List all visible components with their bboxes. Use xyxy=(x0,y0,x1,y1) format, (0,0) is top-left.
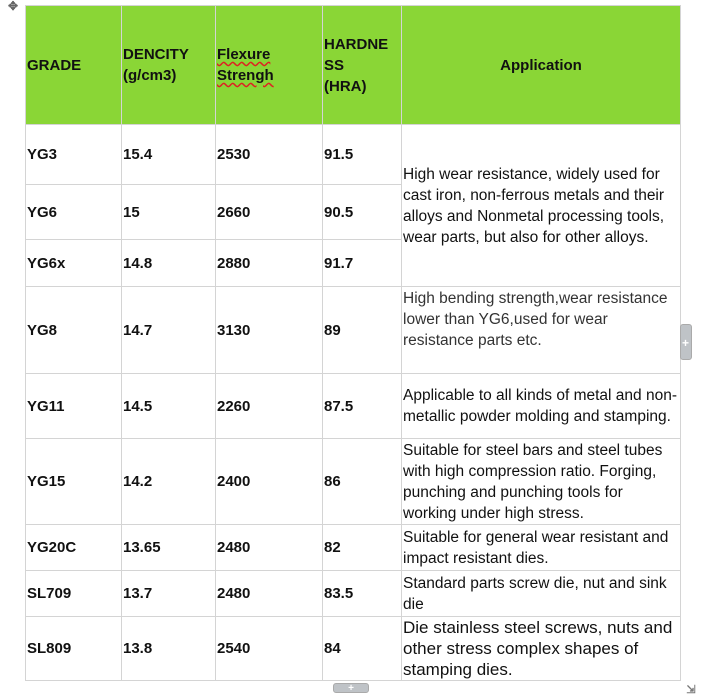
cell-flexure: 2400 xyxy=(216,439,323,525)
cell-application: High bending strength,wear resistance lower than YG6,used for wear resistance parts etc. xyxy=(402,287,681,374)
cell-application: Suitable for general wear resistant and impact resistant dies. xyxy=(402,525,681,571)
table-row xyxy=(26,287,681,374)
cell-density: 15.4 xyxy=(122,125,216,185)
header-density: DENCITY (g/cm3) xyxy=(122,6,216,125)
header-hardness-line3: (HRA) xyxy=(324,77,367,95)
cell-flexure: 2480 xyxy=(216,525,323,571)
cell-hardness: 91.7 xyxy=(323,240,402,287)
cell-hardness: 87.5 xyxy=(323,374,402,439)
cell-application: Die stainless steel screws, nuts and other stress complex shapes of stamping dies. xyxy=(402,617,681,681)
table-row xyxy=(26,525,681,571)
cell-hardness: 84 xyxy=(323,617,402,681)
add-row-button[interactable] xyxy=(333,683,369,693)
add-column-button[interactable] xyxy=(680,324,692,360)
cell-flexure: 2540 xyxy=(216,617,323,681)
header-grade: GRADE xyxy=(26,6,122,125)
header-flexure-line1: Flexure xyxy=(217,46,271,63)
cell-grade: YG6 xyxy=(26,185,122,240)
cell-application: High wear resistance, widely used for cast iron, non-ferrous metals and their alloys and Nonmetal processing tools, wear parts, but also for other alloys. xyxy=(402,125,681,287)
header-hardness-line2: SS xyxy=(324,56,345,74)
cell-hardness: 82 xyxy=(323,525,402,571)
cell-density: 14.5 xyxy=(122,374,216,439)
table-row xyxy=(26,617,681,681)
cell-flexure: 2660 xyxy=(216,185,323,240)
cell-density: 15 xyxy=(122,185,216,240)
table-row xyxy=(26,125,681,185)
cell-grade: YG20C xyxy=(26,525,122,571)
header-application: Application xyxy=(402,6,681,125)
header-flexure-line2: Strengh xyxy=(217,67,274,84)
header-flexure xyxy=(216,6,323,125)
cell-grade: YG11 xyxy=(26,374,122,439)
table-move-handle-icon[interactable]: ✥ xyxy=(7,0,19,13)
cell-hardness: 91.5 xyxy=(323,125,402,185)
cell-density: 14.8 xyxy=(122,240,216,287)
cell-hardness: 86 xyxy=(323,439,402,525)
table-resize-handle-icon[interactable]: ⇲ xyxy=(686,684,696,696)
header-hardness xyxy=(323,6,402,125)
table-row xyxy=(26,571,681,617)
cell-grade: YG8 xyxy=(26,287,122,374)
cell-hardness: 89 xyxy=(323,287,402,374)
plus-icon: + xyxy=(682,336,690,350)
table-row xyxy=(26,374,681,439)
table-row xyxy=(26,439,681,525)
cell-flexure: 2530 xyxy=(216,125,323,185)
table-header-row xyxy=(26,6,681,125)
cell-density: 13.8 xyxy=(122,617,216,681)
cell-density: 14.7 xyxy=(122,287,216,374)
plus-icon: + xyxy=(348,683,354,694)
header-hardness-line1: HARDNE xyxy=(324,35,389,53)
cell-hardness: 83.5 xyxy=(323,571,402,617)
cell-grade: YG6x xyxy=(26,240,122,287)
cell-application: Suitable for steel bars and steel tubes with high compression ratio. Forging, punching and punching tools for working under high stress. xyxy=(402,439,681,525)
cell-flexure: 2260 xyxy=(216,374,323,439)
cell-grade: YG15 xyxy=(26,439,122,525)
cell-flexure: 2480 xyxy=(216,571,323,617)
cell-grade: SL709 xyxy=(26,571,122,617)
cell-density: 13.65 xyxy=(122,525,216,571)
cell-grade: SL809 xyxy=(26,617,122,681)
cell-application: Applicable to all kinds of metal and non-metallic powder molding and stamping. xyxy=(402,374,681,439)
cell-flexure: 2880 xyxy=(216,240,323,287)
cell-density: 13.7 xyxy=(122,571,216,617)
cell-grade: YG3 xyxy=(26,125,122,185)
carbide-grade-table xyxy=(25,5,681,681)
cell-hardness: 90.5 xyxy=(323,185,402,240)
cell-density: 14.2 xyxy=(122,439,216,525)
cell-application: Standard parts screw die, nut and sink die xyxy=(402,571,681,617)
cell-flexure: 3130 xyxy=(216,287,323,374)
